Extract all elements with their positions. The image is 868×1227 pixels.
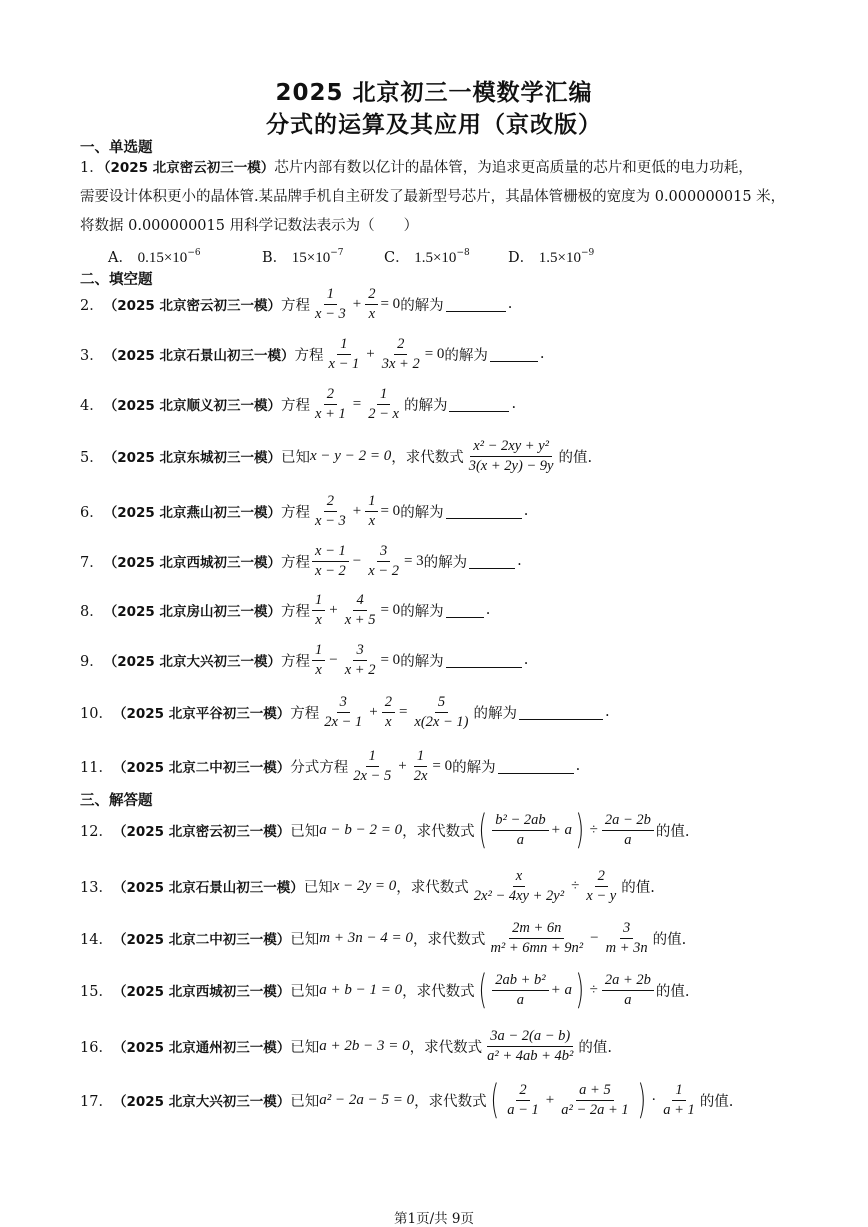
fraction: $\frac{3a - 2(a - b)}{\text{a² + 4ab + 4b²}}$	[487, 1028, 574, 1064]
question-5: 5． （2025 北京东城初三一模） 已知 x − y − 2 = 0 ，求代数式 $\frac{\text{x² − 2xy + y²}}{3(x + 2y) - 9y}$ 的值.	[80, 438, 593, 474]
fraction: $\frac{1}{x}$	[312, 592, 325, 628]
answer-blank[interactable]	[446, 653, 522, 668]
section-fill-blank: 二、填空题	[80, 272, 153, 288]
fraction: $\frac{1}{2x}$	[413, 748, 428, 784]
fraction: $\frac{5}{x(2x - 1)}$	[414, 694, 469, 730]
section-single-choice: 一、单选题	[80, 140, 153, 156]
fraction: $\frac{2a - 2b}{a}$	[602, 812, 654, 848]
answer-blank[interactable]	[446, 504, 522, 519]
fraction: $\frac{3}{x + 2}$	[344, 642, 376, 678]
page-footer: 第1页/共 9页	[393, 1211, 475, 1227]
question-16: 16． （2025 北京通州初三一模） 已知 a + 2b − 3 = 0 ，求代数式 $\frac{3a - 2(a - b)}{\text{a² + 4ab + 4b²}}$ 的值.	[80, 1028, 612, 1064]
fraction: $\frac{2}{x - 3}$	[315, 493, 346, 529]
fraction: $\frac{3}{m + 3n}$	[605, 920, 648, 956]
question-12: 12． （2025 北京密云初三一模） 已知 a − b − 2 = 0 ，求代数式 ( $\frac{\text{b² − 2ab}}{a}$ + a ) ÷ $\frac{2a - 2b}{a}$ 的值.	[80, 807, 690, 853]
question-15: 15． （2025 北京西城初三一模） 已知 a + b − 1 = 0 ，求代数式 ( $\frac{\text{2ab + b²}}{a}$ + a ) ÷ $\frac{2a + 2b}{a}$ 的值.	[80, 967, 690, 1013]
fraction: $\frac{3}{2x - 1}$	[324, 694, 363, 730]
fraction: $\frac{2}{x}$	[365, 286, 378, 322]
question-4: 4． （2025 北京顺义初三一模） 方程 $\frac{2}{x + 1}$ = $\frac{1}{2 - x}$ 的解为 .	[80, 386, 517, 422]
question-17: 17． （2025 北京大兴初三一模） 已知 a² − 2a − 5 = 0 ，求代数式 ( $\frac{2}{a - 1}$ + $\frac{a + 5}{\text{a² − 2a + 1}}$ ) · $\frac{1}{a + 1}$ 的值.	[80, 1077, 734, 1123]
question-6: 6． （2025 北京燕山初三一模） 方程 $\frac{2}{x - 3}$ + $\frac{1}{x}$ = 0 的解为 .	[80, 493, 529, 529]
q-source: （2025 北京密云初三一模）	[103, 160, 275, 176]
fraction: $\frac{1}{2 - x}$	[368, 386, 399, 422]
section-answer: 三、解答题	[80, 793, 153, 809]
answer-blank[interactable]	[519, 705, 603, 720]
answer-blank[interactable]	[469, 554, 515, 569]
option-d[interactable]: D． $1.5\times 10^{-9}$	[508, 248, 595, 266]
question-7: 7． （2025 北京西城初三一模） 方程 $\frac{x - 1}{x - 2}$ − $\frac{3}{x - 2}$ = 3 的解为 .	[80, 543, 522, 579]
fraction: $\frac{3}{x - 2}$	[368, 543, 399, 579]
fraction: $\frac{x}{\text{2x² − 4xy + 2y²}}$	[473, 868, 565, 904]
answer-blank[interactable]	[490, 347, 538, 362]
fraction: $\frac{2}{x}$	[382, 694, 395, 730]
fraction: $\frac{1}{2x - 5}$	[353, 748, 392, 784]
fraction: $\frac{2}{x - y}$	[586, 868, 617, 904]
fraction: $\frac{a + 5}{\text{a² − 2a + 1}}$	[561, 1081, 629, 1118]
fraction: $\frac{1}{x}$	[312, 642, 325, 678]
fraction: $\frac{\text{b² − 2ab}}{a}$	[492, 812, 548, 848]
fraction: $\frac{2m + 6n}{\text{m² + 6mn + 9n²}}$	[490, 920, 584, 956]
q-text: 需要设计体积更小的晶体管.某品牌手机自主研发了最新型号芯片，其晶体管栅极的宽度为 0.000000015 米，	[80, 189, 786, 205]
q-number: 1．	[80, 160, 104, 176]
option-c[interactable]: C． $1.5\times 10^{-8}$	[384, 248, 470, 266]
answer-blank[interactable]	[446, 603, 484, 618]
q-text: 芯片内部有数以亿计的晶体管，为追求更高质量的芯片和更低的电力功耗，	[274, 160, 753, 176]
question-8: 8． （2025 北京房山初三一模） 方程 $\frac{1}{x}$ + $\frac{4}{x + 5}$ = 0 的解为 .	[80, 592, 491, 628]
fraction: $\frac{2a + 2b}{a}$	[602, 972, 654, 1008]
answer-blank[interactable]	[449, 397, 509, 412]
fraction: $\frac{2}{x + 1}$	[315, 386, 346, 422]
question-9: 9． （2025 北京大兴初三一模） 方程 $\frac{1}{x}$ − $\frac{3}{x + 2}$ = 0 的解为 .	[80, 642, 529, 678]
fraction: $\frac{\text{x² − 2xy + y²}}{3(x + 2y) - 9y}$	[468, 438, 554, 474]
question-11: 11． （2025 北京二中初三一模） 分式方程 $\frac{1}{2x - 5}$ + $\frac{1}{2x}$ = 0 的解为 .	[80, 748, 581, 784]
title-line-1: 2025 北京初三一模数学汇编	[275, 80, 593, 106]
fraction: $\frac{x - 1}{x - 2}$	[312, 543, 349, 579]
question-13: 13． （2025 北京石景山初三一模） 已知 x − 2y = 0 ，求代数式 $\frac{x}{\text{2x² − 4xy + 2y²}}$ ÷ $\frac{2}{x - y}$ 的值.	[80, 868, 655, 904]
question-3: 3． （2025 北京石景山初三一模） 方程 $\frac{1}{x - 1}$ + $\frac{2}{3x + 2}$ = 0 的解为 .	[80, 336, 545, 372]
fraction: $\frac{1}{x - 3}$	[315, 286, 346, 322]
fraction: $\frac{\text{2ab + b²}}{a}$	[492, 972, 548, 1008]
title-line-2: 分式的运算及其应用（京改版）	[266, 112, 602, 138]
question-10: 10． （2025 北京平谷初三一模） 方程 $\frac{3}{2x - 1}$ + $\frac{2}{x}$ = $\frac{5}{x(2x - 1)}$ 的解为 .	[80, 694, 610, 730]
fraction: $\frac{2}{a - 1}$	[507, 1081, 539, 1118]
fraction: $\frac{1}{x - 1}$	[328, 336, 360, 372]
answer-blank[interactable]	[498, 759, 574, 774]
option-a[interactable]: A． $0.15\times 10^{-6}$	[108, 248, 201, 266]
fraction: $\frac{4}{x + 5}$	[344, 592, 376, 628]
fraction: $\frac{2}{3x + 2}$	[381, 336, 420, 372]
question-14: 14． （2025 北京二中初三一模） 已知 m + 3n − 4 = 0 ，求代数式 $\frac{2m + 6n}{\text{m² + 6mn + 9n²}}$ − $\frac{3}{m + 3n}$ 的值.	[80, 920, 687, 956]
answer-blank[interactable]	[446, 297, 506, 312]
q-text: 将数据 0.000000015 用科学记数法表示为（ ）	[80, 218, 419, 234]
question-2: 2． （2025 北京密云初三一模） 方程 $\frac{1}{x - 3}$ + $\frac{2}{x}$ = 0 的解为 .	[80, 286, 513, 322]
option-b[interactable]: B． $15\times 10^{-7}$	[262, 248, 344, 266]
fraction: $\frac{1}{a + 1}$	[663, 1081, 695, 1118]
fraction: $\frac{1}{x}$	[365, 493, 378, 529]
